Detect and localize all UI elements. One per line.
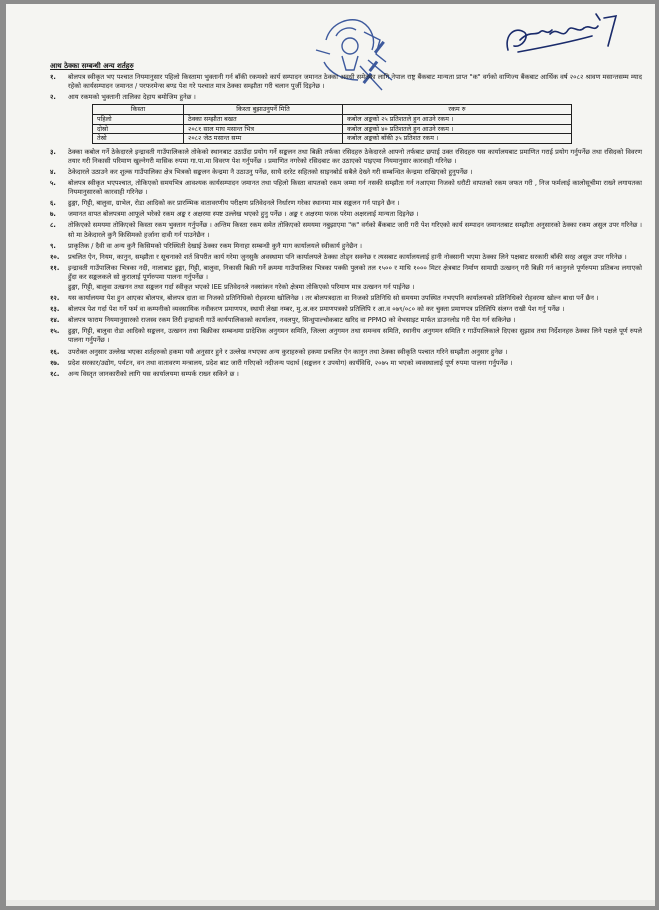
clause-number: ३. [50,147,56,156]
clause-number: ७. [50,210,56,219]
clause-18 [50,370,642,379]
clause-text: अन्य विस्तृत जानकारीको लागि यस कार्यालयमा सम्पर्क राख्न सकिने छ । [68,369,239,378]
clause-number: ५. [50,179,56,188]
page-bottom-edge [6,900,655,906]
table-cell: तेस्रो [93,134,184,144]
clause-number: १०. [50,252,60,261]
clause-text: तोकिएको समयमा तोकिएको किस्ता रकम भुक्तान गर्नुपर्नेछ । अन्तिम किस्ता रकम समेत तोकिएको समयमा नबुझाएमा "क" वर्गको बैंकबाट जारी गरी पेश गरिएको कार्य सम्पादन जमानतबाट सम्झौता अनुसारको ठेक्का रकम असुल उपर गरिनेछ । सो मा ठेकेदारले कुनै किसिमको हर्जाना दावी गर्न पाउनेछैन । [68,221,642,239]
clause-9 [50,242,642,251]
clause-4 [50,168,642,177]
clause-number: २. [50,93,56,102]
table-cell: दोस्रो [93,124,184,134]
table-cell: २०८१ साल माघ मसान्त भित्र [184,124,343,134]
clause-text: बोलपत्र फाराम नियमानुसारको राजस्व रकम तिरी इन्द्रावती गाउँ कार्यपालिकाको कार्यालय, नवलपुर, सिन्धुपाल्चोकबाट खरिद वा PPMO को वेभसाइट मार्फत डाउनलोड गरी पेश गर्न सकिनेछ । [68,316,516,325]
clause-text: यस कार्यालयमा पेश हुन आएका बोलपत्र, बोलपत्र दाता वा निजको प्रतिनिधिको रोहवरमा खोलिनेछ । तर बोलपत्रदाता वा निजको प्रतिनिधि सो समयमा उपस्थित नभएपनि कार्यालयको प्रतिनिधिको रोहवरमा खोल्न बाधा पर्ने छैन । [68,294,599,303]
clause-6 [50,199,642,208]
clause-text: प्राकृतिक / दैवी वा अन्य कुनै किसिमको परिस्थिती देखाई ठेक्का रकम मिनाहा सम्बन्धी कुनै माग कार्यालयले स्वीकार्य हुनेछैन । [68,241,362,250]
clause-15 [50,327,642,345]
clause-number: ९. [50,241,56,250]
clause-number: ११. [50,263,60,272]
clause-text: आय रकमको भुक्तानी तालिका देहाय बमोजिम हुनेछ । [68,93,196,102]
clause-text: बोलपत्र स्वीकृत भएपश्चात, तोकिएको समयभित्र आवश्यक कार्यसम्पादन जमानत तथा पहिलो किस्ता वापतको रकम जम्मा गर्न नसकी सम्झौता गर्न नआएमा निजको धरौटी वापतको रकम जफत गरी , निज फर्मलाई कालोसूचीमा राख्ने लगायतका नियमानुसारको कारवाही गरिनेछ । [68,179,642,197]
document-page [6,4,655,906]
clause-2 [50,93,642,102]
clause-14 [50,316,642,325]
clause-number: १४. [50,316,60,325]
table-header-cell: किस्ता [93,105,184,115]
clause-16 [50,348,642,357]
table-cell: कबोल अङ्कको बाँकी ३५ प्रतिशत रकम । [343,134,572,144]
table-cell: २०८२ जेठ मसान्त सम्म [184,134,343,144]
clause-number: १८. [50,369,60,378]
table-row [93,114,572,124]
table-cell: कबोल अङ्कको २५ प्रतिशतले हुन आउने रकम । [343,114,572,124]
clause-8 [50,221,642,239]
table-cell: ठेक्का सम्झौता बखत [184,114,343,124]
clause-7 [50,210,642,219]
clause-12 [50,294,642,303]
clause-text: ठेकेदारले उठाउने कर शुल्क गाउँपालिका क्षेत्र भित्रको सङ्कलन केन्द्रमा नै उठाउनु पर्नेछ, साथै दररेट सहितको साइनबोर्ड सबैले देख्ने गरी सम्बन्धित केन्द्रमा राखिएको हुनुपर्नेछ । [68,167,473,176]
clause-number: १६. [50,347,60,356]
clause-3 [50,148,642,166]
clause-text: प्रचलित ऐन, नियम, कानुन, सम्झौता र सूचनाको शर्त विपरीत कार्य गरेमा जुनसुकै अवस्थामा पनि कार्यालयले ठेक्का तोड्न सक्नेछ र त्यसबाट कार्यालयलाई हानी नोक्सानी भएमा ठेक्का लिने पक्षबाट सरकारी बाँकी सरह असुल उपर गरिनेछ । [68,252,627,261]
table-header-cell: रकम रु [343,105,572,115]
clause-number: १३. [50,305,60,314]
table-row [93,134,572,144]
clause-number: १. [50,73,56,82]
clause-number: १२. [50,294,60,303]
clause-number: १७. [50,358,60,367]
clause-5 [50,179,642,197]
table-row [93,124,572,134]
table-header-row [93,105,572,115]
clause-10 [50,253,642,262]
clause-11 [50,264,642,292]
table-cell: पहिलो [93,114,184,124]
clause-main-text: इन्द्रावती गाउँपालिका भित्रका नदी, नालाबाट ढुङ्गा, गिट्टी, बालुवा, निकासी बिक्री गर्ने क्रममा गाउँपालिका भित्रका पक्की पुलको तल १५०० र माथि १००० मिटर क्षेत्रबाट निर्माण सामाग्री उत्खनन् गरी बिक्री गर्न कानुनले पूर्णरुपमा प्रतिबन्ध लगाएको हुँदा कर सङ्कलकले सो कुरालाई पूर्णरुपमा पालना गर्नुपर्नेछ । [68,263,642,281]
clause-text: प्रदेश सरकार/उद्योग, पर्यटन, वन तथा वातावरण मन्त्रालय, प्रदेश बाट जारी गरिएको नदीजन्य पदार्थ (सङ्कलन र उपयोग) कार्यविधि, २०७५ मा भएको व्यवस्थालाई पूर्ण रुपमा पालना गर्नुपर्नेछ । [68,358,513,367]
clause-13 [50,305,642,314]
clause-17 [50,359,642,368]
terms-section [50,62,642,381]
handwritten-signature [500,6,630,66]
clause-text [68,264,642,292]
clause-number: ४. [50,167,56,176]
clause-number: १५. [50,327,60,336]
clause-text: उपरोक्त अनुसार उल्लेख भएका शर्तहरुको हकमा यसै अनुसार हुने र उल्लेख नभएका अन्य कुराहरुको हकमा प्रचलित ऐन कानुन तथा ठेक्का स्वीकृति पश्चात गरिने सम्झौता अनुसार हुनेछ । [68,347,508,356]
clause-text: जमानत वापत बोलपत्रमा आफूले भरेको रकम अङ्क र अक्षरमा स्पष्ट उल्लेख भएको हुनु पर्नेछ । अङ्क र अक्षरमा फरक परेमा अक्षरलाई मान्यता दिइनेछ । [68,210,419,219]
clause-text: ठेक्का कबोल गर्ने ठेकेदारले इन्द्रावती गाउँपालिकाले तोकेको स्थानबाट उठाउँदा प्रयोग गर्ने सङ्कलन तथा बिक्री तर्फका रसिदहरु ठेकेदारले आफ्नो तर्फबाट छपाई उक्त रसिदहरु यस कार्यालयबाट प्रमाणित गराई प्रयोग गर्नुपर्नेछ तथा रसिदको विवरण तयार गरी निकासी परिमाण खुल्नेगरी मासिक रुपमा गा.पा.मा विवरण पेश गर्नुपर्नेछ । प्रमाणित नगरेको रसिदबाट कर उठाएको पाइएमा नियमानुसार कारवाही गरिनेछ । [68,147,642,165]
clause-text: ढुङ्गा, गिट्टी, बालुवा, ग्राभेल, रोडा आदिको कर प्रारम्भिक वातावरणीय परीक्षण प्रतिवेदनले निर्धारण गरेका स्थानमा मात्र सङ्कलन गर्न पाइने छैन । [68,199,400,208]
clause-text: बोलपत्र स्वीकृत भए पश्चात नियमानुसार पहिलो किस्तामा भुक्तानी गर्न बाँकी रकमको कार्य सम्पादन जमानत ठेक्का अवधी समेतका लागि नेपाल राष्ट्र बैंकबाट मान्यता प्राप्त "क" वर्गको वाणिज्य बैंकबाट आर्थिक वर्ष २०८२ श्रावण मसान्तसम्म म्याद रहेको कार्यसम्पादन जमानत / परफरमेन्स बण्ड पेश गरे पश्चात मात्र ठेक्का सम्झौता गरी चलान पुर्जी दिइनेछ । [68,73,642,91]
clause-text: ढुङ्गा, गिट्टी, बालुवा रोडा आदिको सङ्कलन, उत्खनन तथा बिक्रीका सम्बन्धमा प्रादेशिक अनुगमन समिति, जिल्ला अनुगमन तथा समन्वय समिति, स्थानीय अनुगमन समिति र गाउँपालिकाले दिएका सुझाव तथा निर्देशनहरु ठेक्का लिने पक्षले पूर्ण रुपले पालना गर्नुपर्नेछ । [68,327,642,345]
clause-number: ८. [50,221,56,230]
clause-text: बोलपत्र पेश गर्दा पेश गर्ने फर्म वा कम्पनीको व्यवसायिक नवीकरण प्रमाणपत्र, स्थायी लेखा नम्बर, मु.अ.कर प्रमाणपत्रको प्रतिलिपि र आ.व ०७९/०८० को कर चुक्ता प्रमाणपत्र प्रतिलिपि संलग्न राखी पेश गर्नु पर्नेछ । [68,305,565,314]
table-header-cell: किस्ता बुझाउनुपर्ने मिति [184,105,343,115]
installment-table [92,104,572,143]
clause-sub-text: ढुङ्गा, गिट्टी, बालुवा उत्खनन तथा सङ्कलन गर्दा स्वीकृत भएको IEE प्रतिवेदनले नक्सांकन गरेको क्षेत्रमा तोकिएको परिमाण मात्र उत्खनन गर्न पाईनेछ । [68,282,415,291]
clause-number: ६. [50,199,56,208]
table-cell: कबोल अङ्कको ४० प्रतिशतले हुन आउने रकम । [343,124,572,134]
clause-1 [50,73,642,91]
section-heading: आथ ठेक्का सम्बन्धी अन्य शर्तहरु [50,62,134,70]
